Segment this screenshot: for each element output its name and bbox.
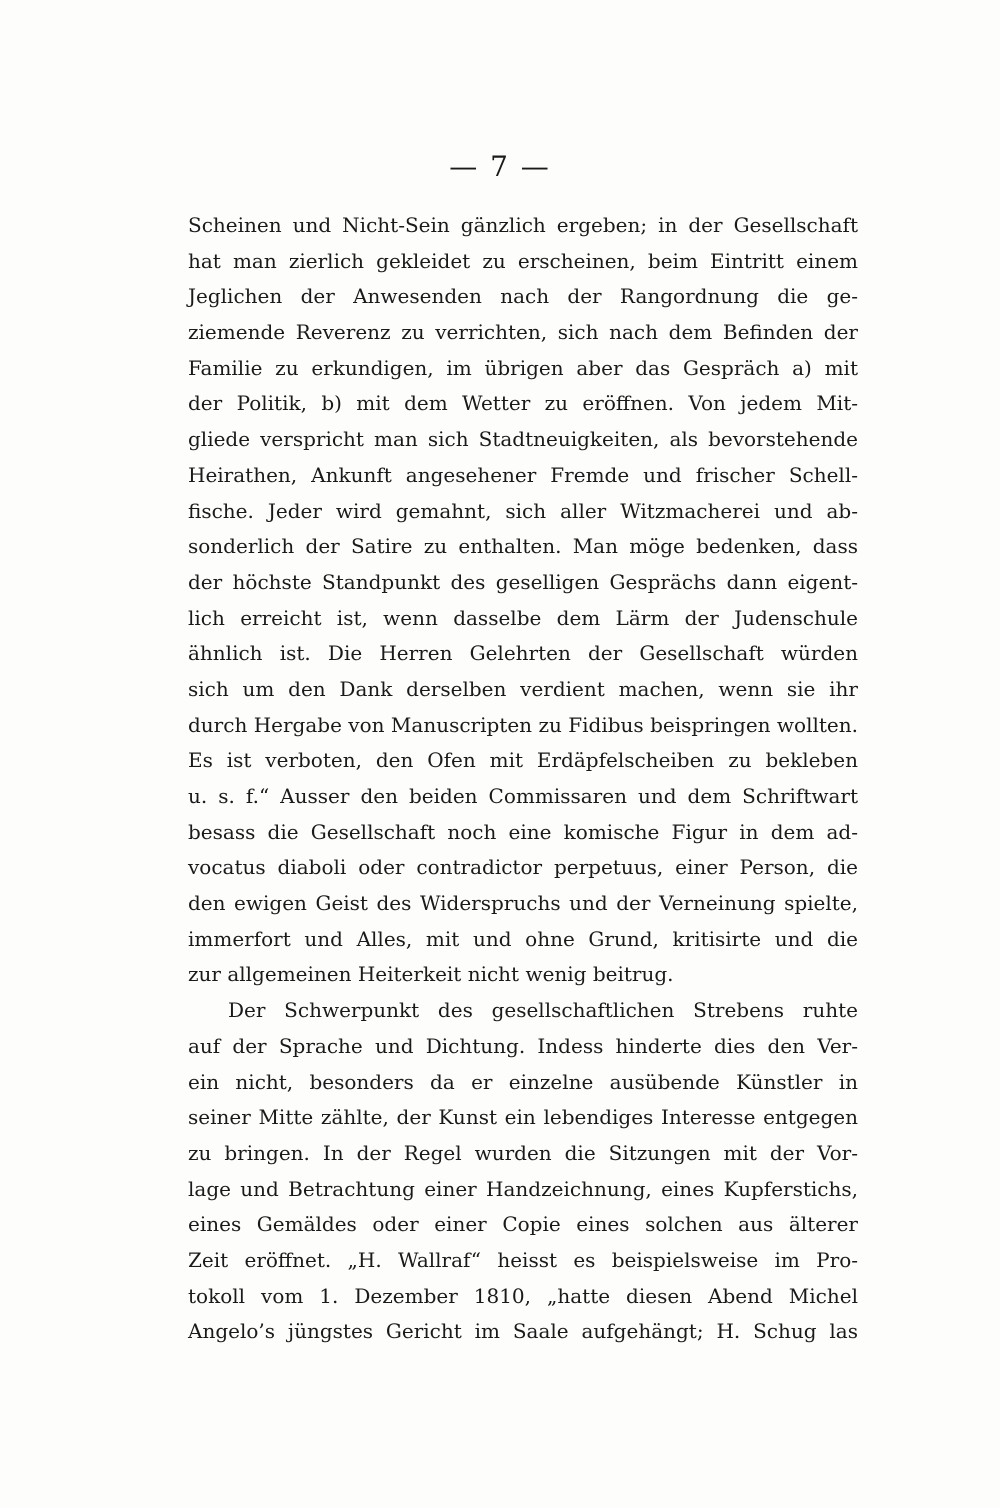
text-line: Jeglichen der Anwesenden nach der Rangordnung die ge- xyxy=(188,284,858,309)
text-line: eines Gemäldes oder einer Copie eines solchen aus älterer xyxy=(188,1212,858,1237)
text-line: Angelo’s jüngstes Gericht im Saale aufgehängt; H. Schug las xyxy=(188,1319,858,1344)
text-line: zu bringen. In der Regel wurden die Sitzungen mit der Vor- xyxy=(188,1140,858,1165)
text-line: ziemende Reverenz zu verrichten, sich nach dem Befinden der xyxy=(188,320,858,345)
page-number: — 7 — xyxy=(449,150,551,183)
text-line: Heirathen, Ankunft angesehener Fremde und frischer Schell- xyxy=(188,462,858,487)
text-line: ähnlich ist. Die Herren Gelehrten der Gesellschaft würden xyxy=(188,641,858,666)
body-text xyxy=(188,208,858,1350)
text-line: Familie zu erkundigen, im übrigen aber das Gespräch a) mit xyxy=(188,355,858,380)
text-line: auf der Sprache und Dichtung. Indess hinderte dies den Ver- xyxy=(188,1033,858,1058)
text-line: Scheinen und Nicht-Sein gänzlich ergeben; in der Gesellschaft xyxy=(188,213,858,237)
text-line: hat man zierlich gekleidet zu erscheinen, beim Eintritt einem xyxy=(188,248,858,273)
text-line: gliede verspricht man sich Stadtneuigkeiten, als bevorstehende xyxy=(188,427,858,452)
text-line: zur allgemeinen Heiterkeit nicht wenig beitrug. xyxy=(188,962,674,987)
text-line: durch Hergabe von Manuscripten zu Fidibus beispringen wollten. xyxy=(188,712,858,737)
text-line: ein nicht, besonders da er einzelne ausübende Künstler in xyxy=(188,1069,858,1094)
text-line: fische. Jeder wird gemahnt, sich aller Witzmacherei und ab- xyxy=(188,498,858,523)
text-line: Der Schwerpunkt des gesellschaftlichen Strebens ruhte xyxy=(228,998,858,1023)
text-line: immerfort und Alles, mit und ohne Grund, kritisirte und die xyxy=(188,926,858,951)
text-line: vocatus diaboli oder contradictor perpetuus, einer Person, die xyxy=(188,855,858,880)
text-line: besass die Gesellschaft noch eine komische Figur in dem ad- xyxy=(188,819,858,844)
text-line: lage und Betrachtung einer Handzeichnung, eines Kupferstichs, xyxy=(188,1176,858,1201)
text-line: der Politik, b) mit dem Wetter zu eröffnen. Von jedem Mit- xyxy=(188,391,858,416)
text-line: tokoll vom 1. Dezember 1810, „hatte diesen Abend Michel xyxy=(188,1283,858,1308)
text-line: der höchste Standpunkt des geselligen Gesprächs dann eigent- xyxy=(188,569,858,594)
text-line: sich um den Dank derselben verdient machen, wenn sie ihr xyxy=(188,676,858,701)
paragraph-1 xyxy=(188,208,858,993)
text-line: seiner Mitte zählte, der Kunst ein lebendiges Interesse entgegen xyxy=(188,1105,858,1130)
text-line: lich erreicht ist, wenn dasselbe dem Lärm der Judenschule xyxy=(188,605,858,630)
paragraph-2 xyxy=(188,993,858,1350)
text-line: sonderlich der Satire zu enthalten. Man möge bedenken, dass xyxy=(188,534,858,559)
text-line: den ewigen Geist des Widerspruchs und der Verneinung spielte, xyxy=(188,891,858,916)
text-line: u. s. f.“ Ausser den beiden Commissaren und dem Schriftwart xyxy=(188,784,858,808)
text-line: Es ist verboten, den Ofen mit Erdäpfelscheiben zu bekleben xyxy=(188,748,858,773)
text-line: Zeit eröffnet. „H. Wallraf“ heisst es beispielsweise im Pro- xyxy=(188,1247,858,1272)
